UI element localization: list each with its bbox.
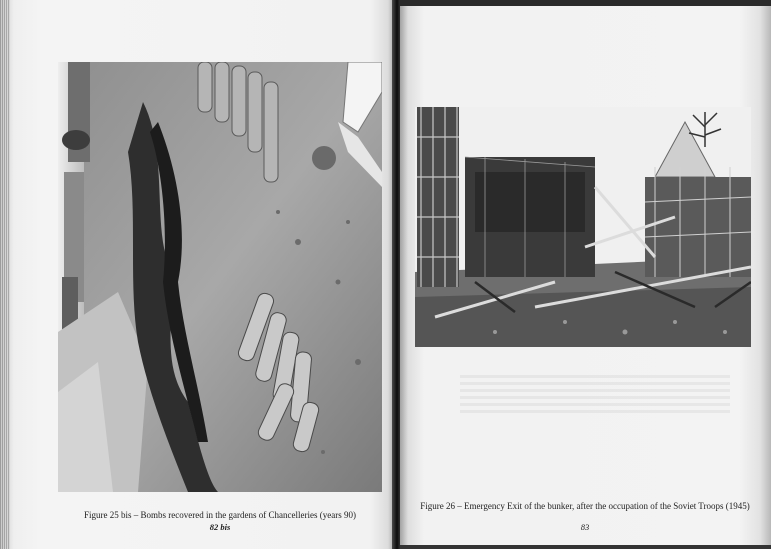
- bleed-through-text: [460, 375, 730, 415]
- figure-25-photo: [58, 62, 382, 492]
- scan-top-shadow: [400, 0, 771, 6]
- page-edge: [0, 0, 10, 549]
- figure-26-photo: [415, 107, 751, 347]
- bombs-photo-illustration: [58, 62, 382, 492]
- bunker-exit-photo-illustration: [415, 107, 751, 347]
- figure-25-caption: Figure 25 bis – Bombs recovered in the gardens of Chancelleries (years 90): [84, 510, 356, 520]
- page-number-right: 83: [580, 522, 590, 532]
- figure-26-caption: Figure 26 – Emergency Exit of the bunker, after the occupation of the Soviet Troops (1945): [420, 501, 750, 511]
- page-number-left: 82 bis: [209, 522, 231, 532]
- scan-bottom-shadow: [400, 545, 771, 549]
